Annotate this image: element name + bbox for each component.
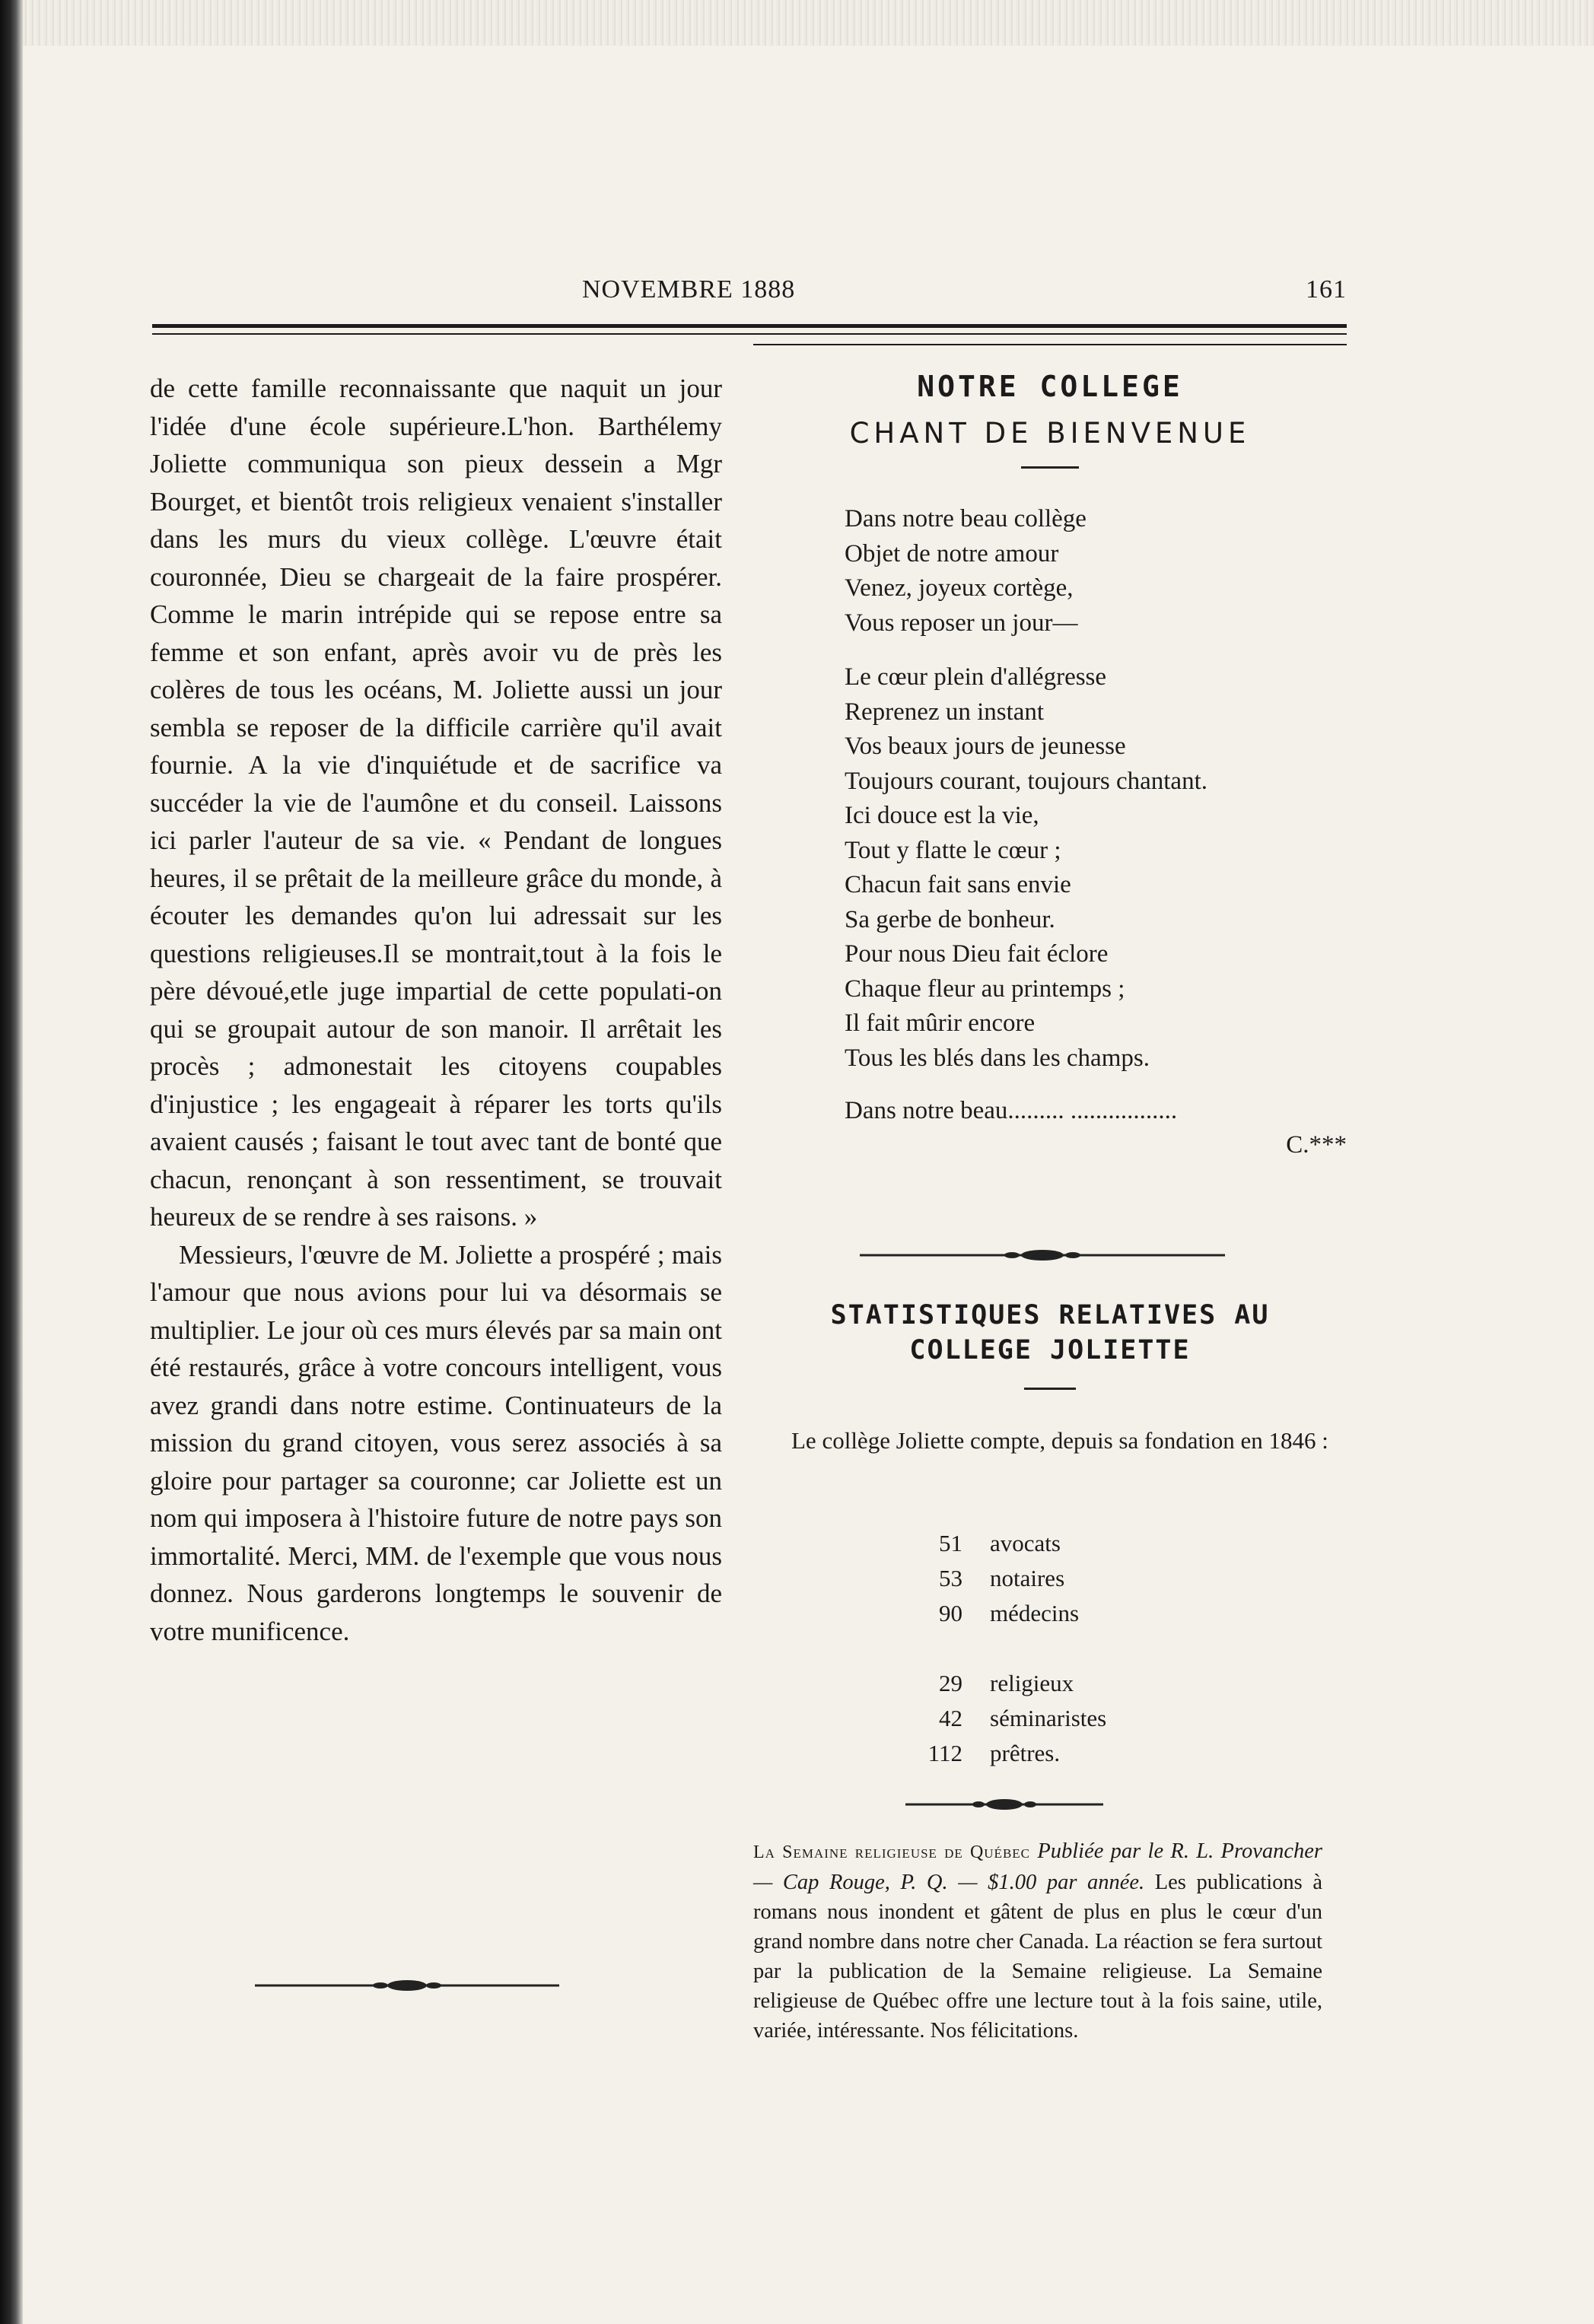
publication-notice <box>753 1836 1322 2046</box>
ornament-rule-icon <box>905 1797 1103 1812</box>
statistics-intro: Le collège Joliette compte, depuis sa fondation en 1846 : <box>791 1427 1328 1454</box>
scan-noise-strip <box>23 0 1594 46</box>
poem-subtitle: CHANT DE BIENVENUE <box>849 417 1251 450</box>
stat-count: 112 <box>927 1740 962 1766</box>
stat-label: religieux <box>990 1670 1074 1696</box>
statistics-title-rule <box>1024 1388 1076 1390</box>
running-head: NOVEMBRE 1888 <box>582 275 796 304</box>
ornament-rule-icon <box>860 1248 1225 1263</box>
poem-stanza-2 <box>845 660 1347 1076</box>
notice-publication-name: La Semaine religieuse de Québec <box>753 1842 1031 1862</box>
page-number: 161 <box>1306 275 1347 304</box>
book-binding-edge <box>0 0 23 2324</box>
poem-stanza-1 <box>845 502 1347 641</box>
poem-title-rule <box>1021 466 1079 469</box>
poem-refrain: Dans notre beau......... ................. <box>845 1097 1178 1124</box>
notice-publisher-line: Publiée par le R. L. Provancher — Cap Rouge, P. Q. — $1.00 par année. <box>753 1839 1323 1894</box>
stat-count: 53 <box>939 1565 962 1591</box>
poem-line: Reprenez un instant <box>845 698 1045 726</box>
poem-line: Vous reposer un jour— <box>845 609 1078 637</box>
header-rule-thin <box>152 333 1347 335</box>
poem-line: Chaque fleur au printemps ; <box>845 974 1125 1003</box>
statistics-table-group-2 <box>902 1666 1106 1771</box>
stat-label: prêtres. <box>990 1740 1061 1766</box>
table-row <box>902 1701 1106 1736</box>
stat-count: 51 <box>939 1530 962 1556</box>
poem-line: Le cœur plein d'allégresse <box>845 663 1107 691</box>
right-ornament-divider-1 <box>860 1248 1225 1263</box>
header-rule-secondary <box>753 344 1347 345</box>
right-ornament-divider-2 <box>905 1797 1103 1812</box>
stat-count: 42 <box>939 1705 962 1731</box>
poem-line: Sa gerbe de bonheur. <box>845 905 1055 933</box>
body-paragraph-2: Messieurs, l'œuvre de M. Joliette a prospéré ; mais l'amour que nous avions pour lui va désormais se multiplier. Le jour où ces murs élevés par sa main ont été restaurés, grâce à votre concours intelligent, vous avez grandi dans notre estime. Continuateurs de la mission du grand citoyen, vous serez associés à sa gloire pour partager sa couronne; car Joliette est un nom qui imposera à l'histoire future de notre pays son immortalité. Merci, MM. de l'exemple que vous nous donnez. Nous garderons longtemps le souvenir de votre munificence. <box>150 1239 722 1646</box>
poem-line: Il fait mûrir encore <box>845 1009 1036 1037</box>
poem-line: Tout y flatte le cœur ; <box>845 836 1061 864</box>
stat-label: séminaristes <box>990 1705 1107 1731</box>
stat-label: avocats <box>990 1530 1061 1556</box>
statistics-title-2: COLLEGE JOLIETTE <box>909 1335 1191 1365</box>
table-row <box>902 1736 1106 1771</box>
stat-label: médecins <box>990 1600 1080 1626</box>
statistics-section <box>761 1298 1339 1458</box>
stat-count: 90 <box>939 1600 962 1626</box>
statistics-table-group-1 <box>902 1526 1079 1631</box>
ornament-rule-icon <box>255 1978 559 1993</box>
body-paragraph-1: de cette famille reconnaissante que naquit un jour l'idée d'une école supérieure.L'hon. Barthélemy Joliette communiqua son pieux dessein a Mgr Bourget, et bientôt trois religieux venaient s'installer dans les murs du vieux collège. L'œuvre était couronnée, Dieu se chargeait de la faire prospérer. Comme le marin intrépide qui se repose entre sa femme et son enfant, après avoir vu de près les colères de tous les océans, M. Joliette aussi un jour sembla se reposer de la difficile carrière qu'il avait fournie. A la vie d'inquiétude et de sacrifice va succéder la vie de l'aumône et du conseil. Laissons ici parler l'auteur de sa vie. « Pendant de longues heures, il se prêtait de la meilleure grâce du monde, à écouter les demandes qu'on lui adressait sur les questions religieuses.Il se montrait,tout à la fois le père dévoué,etle juge impartial de cette populati-on qui se groupait autour de son manoir. Il arrêtait les procès ; admonestait les citoyens coupables d'injustice ; les engageait à réparer les torts qu'ils avaient causés ; faisant le tout avec tant de bonté que chacun, renonçant à son ressentiment, se trouvait heureux de se rendre à ses raisons. » <box>150 374 722 1232</box>
table-row <box>902 1526 1079 1561</box>
stat-label: notaires <box>990 1565 1065 1591</box>
poem-line: Chacun fait sans envie <box>845 871 1071 898</box>
poem-line: Toujours courant, toujours chantant. <box>845 767 1208 795</box>
poem-line: Objet de notre amour <box>845 539 1059 567</box>
table-row <box>902 1666 1106 1701</box>
page-header <box>152 275 1347 313</box>
header-rule-thick <box>152 324 1347 328</box>
poem-title: NOTRE COLLEGE <box>917 370 1183 403</box>
poem-line: Ici douce est la vie, <box>845 802 1039 829</box>
poem-line: Tous les blés dans les champs. <box>845 1044 1150 1072</box>
statistics-title-1: STATISTIQUES RELATIVES AU <box>830 1300 1270 1330</box>
poem-line: Dans notre beau collège <box>845 505 1087 533</box>
right-column <box>753 370 1347 1159</box>
poem-line: Vos beaux jours de jeunesse <box>845 733 1126 760</box>
notice-body: Les publications à romans nous inondent et gâtent de plus en plus le cœur d'un grand nombre dans notre cher Canada. La réaction se fera surtout par la publication de la Semaine religieuse. La Semaine religieuse de Québec offre une lecture tout à la fois saine, utile, variée, intéressante. Nos félicitations. <box>753 1871 1322 2043</box>
stat-count: 29 <box>939 1670 962 1696</box>
table-row <box>902 1596 1079 1631</box>
poem-line: Venez, joyeux cortège, <box>845 574 1074 602</box>
left-column <box>150 370 722 1650</box>
poem-line: Pour nous Dieu fait éclore <box>845 940 1109 968</box>
left-ornament-divider <box>255 1978 559 1993</box>
poem-signature: C.*** <box>1286 1131 1347 1159</box>
table-row <box>902 1561 1079 1596</box>
